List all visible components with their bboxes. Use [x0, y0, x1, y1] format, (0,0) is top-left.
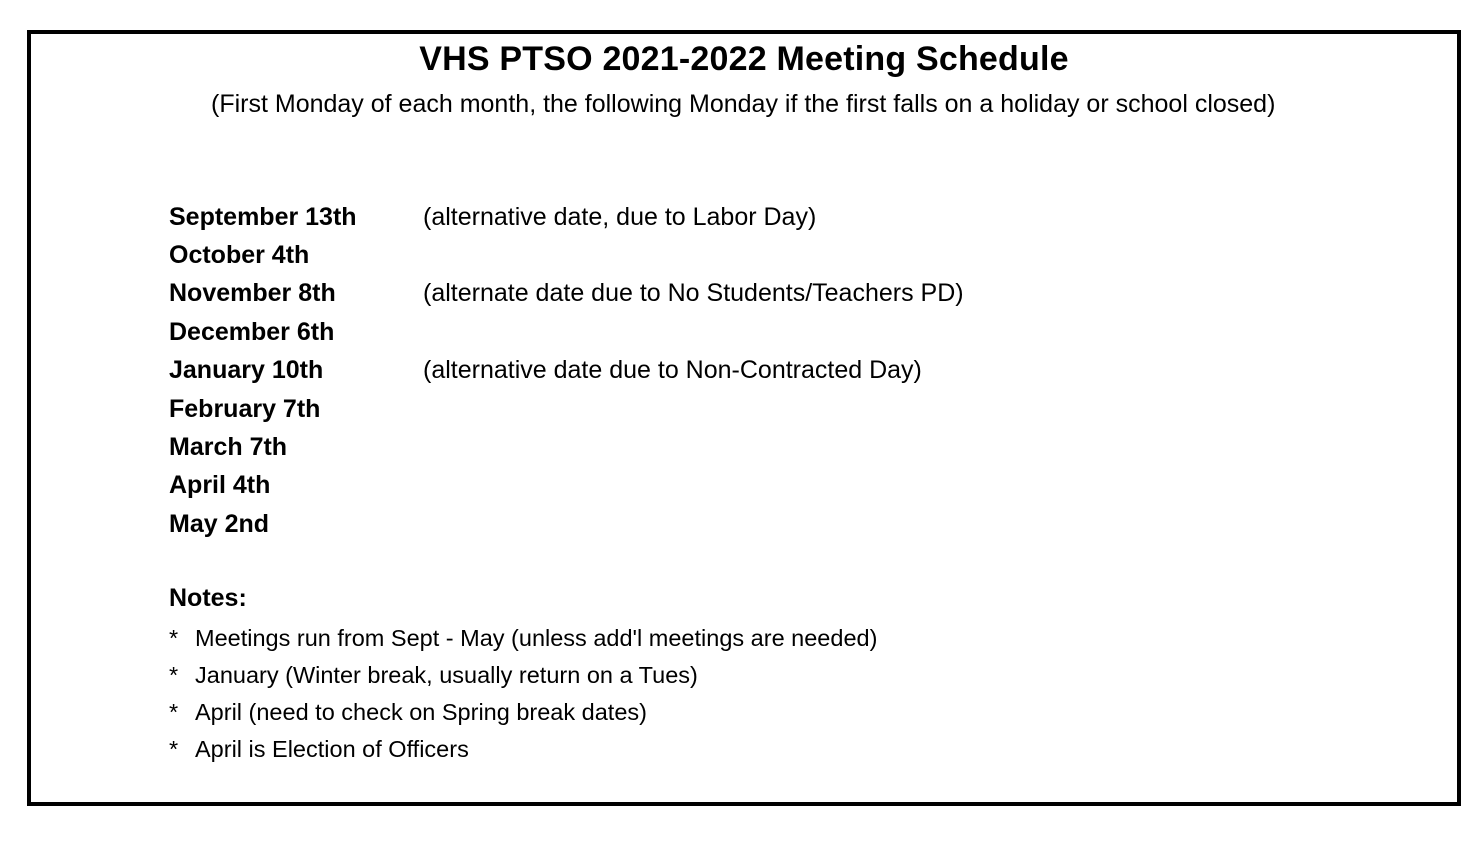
- note-item: [169, 657, 877, 694]
- meeting-date: December 6th: [169, 317, 335, 346]
- note-item: [169, 620, 877, 657]
- schedule-row: [169, 505, 964, 543]
- schedule-document: [27, 30, 1461, 806]
- meeting-date: March 7th: [169, 433, 288, 462]
- meeting-date: May 2nd: [169, 509, 270, 538]
- meeting-date: April 4th: [169, 471, 271, 500]
- document-title: VHS PTSO 2021-2022 Meeting Schedule: [419, 40, 1069, 78]
- meeting-date: November 8th: [169, 279, 336, 308]
- meeting-note: (alternate date due to No Students/Teachers PD): [423, 279, 964, 308]
- note-text: January (Winter break, usually return on a Tues): [195, 662, 698, 688]
- schedule-row: [169, 236, 964, 274]
- note-text: April (need to check on Spring break dates): [195, 699, 647, 725]
- asterisk-bullet: *: [169, 662, 179, 688]
- schedule-row: [169, 467, 964, 505]
- note-text: April is Election of Officers: [195, 736, 469, 762]
- note-item: [169, 731, 877, 768]
- document-subtitle: (First Monday of each month, the following Monday if the first falls on a holiday or school closed): [211, 90, 1276, 118]
- meeting-date: October 4th: [169, 241, 310, 270]
- schedule-row: [169, 275, 964, 313]
- schedule-row: [169, 313, 964, 351]
- note-text: Meetings run from Sept - May (unless add'l meetings are needed): [195, 625, 878, 651]
- schedule-row: [169, 198, 964, 236]
- meeting-schedule-list: [169, 198, 964, 544]
- schedule-row: [169, 390, 964, 428]
- notes-heading: Notes:: [169, 584, 247, 612]
- meeting-note: (alternative date, due to Labor Day): [423, 202, 817, 231]
- meeting-date: September 13th: [169, 202, 357, 231]
- meeting-date: January 10th: [169, 356, 324, 385]
- meeting-note: (alternative date due to Non-Contracted Day): [423, 356, 922, 385]
- asterisk-bullet: *: [169, 699, 179, 725]
- asterisk-bullet: *: [169, 625, 179, 651]
- schedule-row: [169, 352, 964, 390]
- asterisk-bullet: *: [169, 736, 179, 762]
- note-item: [169, 694, 877, 731]
- meeting-date: February 7th: [169, 394, 321, 423]
- schedule-row: [169, 428, 964, 466]
- notes-list: [169, 620, 877, 768]
